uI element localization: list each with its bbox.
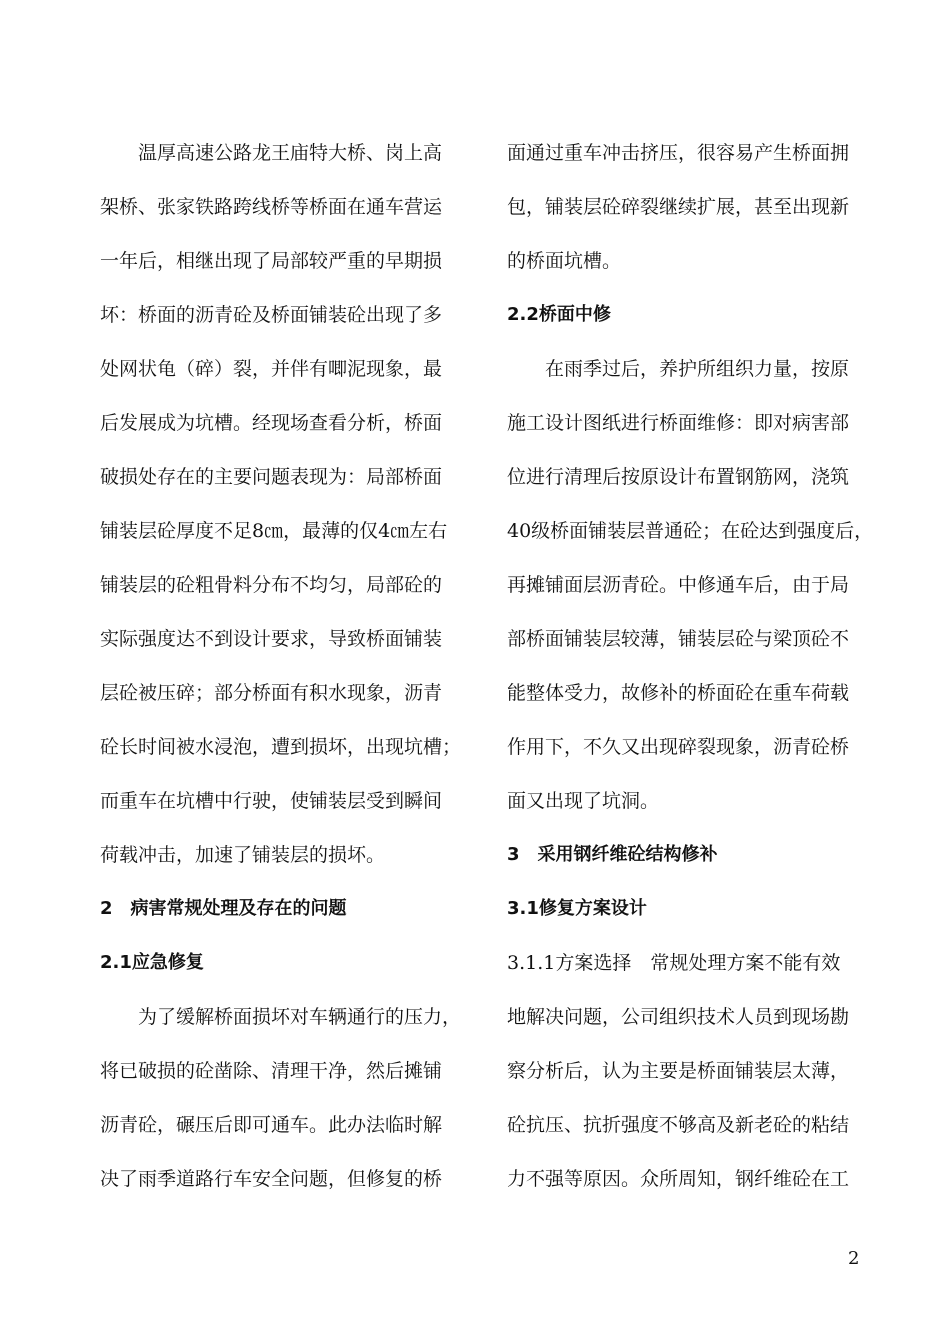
text-line: 铺装层砼厚度不足8㎝，最薄的仅4㎝左右 [100,520,448,542]
text-line: 决了雨季道路行车安全问题，但修复的桥 [100,1168,443,1190]
page-number: 2 [848,1248,860,1269]
text-line: 层砼被压碎；部分桥面有积水现象，沥青 [100,682,443,704]
text-line: 铺装层的砼粗骨料分布不均匀，局部砼的 [100,574,443,596]
text-line: 地解决问题，公司组织技术人员到现场勘 [507,1006,850,1028]
text-line: 后发展成为坑槽。经现场查看分析，桥面 [100,412,443,434]
text-line: 部桥面铺装层较薄，铺装层砼与梁顶砼不 [507,628,850,650]
text-line: 3.1.1方案选择 常规处理方案不能有效 [507,952,841,974]
text-line: 作用下，不久又出现碎裂现象，沥青砼桥 [507,736,850,758]
text-line: 而重车在坑槽中行驶，使铺装层受到瞬间 [100,790,443,812]
text-line: 处网状龟（碎）裂，并伴有唧泥现象，最 [100,358,443,380]
text-line: 40级桥面铺装层普通砼；在砼达到强度后， [507,520,874,542]
text-line: 包，铺装层砼碎裂继续扩展，甚至出现新 [507,196,850,218]
text-line: 在雨季过后，养护所组织力量，按原 [507,358,850,380]
left-column [100,134,462,1214]
section-heading: 2.1应急修复 [100,952,204,973]
text-line: 温厚高速公路龙王庙特大桥、岗上高 [100,142,443,164]
section-heading: 2.2桥面中修 [507,304,611,325]
text-line: 位进行清理后按原设计布置钢筋网，浇筑 [507,466,850,488]
text-line: 沥青砼，碾压后即可通车。此办法临时解 [100,1114,443,1136]
text-line: 荷载冲击，加速了铺装层的损坏。 [100,844,386,866]
section-heading: 3.1修复方案设计 [507,898,647,919]
text-line: 架桥、张家铁路跨线桥等桥面在通车营运 [100,196,443,218]
right-column [507,134,874,1214]
section-heading: 3 采用钢纤维砼结构修补 [507,844,718,865]
text-line: 面通过重车冲击挤压，很容易产生桥面拥 [507,142,850,164]
text-line: 能整体受力，故修补的桥面砼在重车荷载 [507,682,850,704]
text-line: 施工设计图纸进行桥面维修：即对病害部 [507,412,850,434]
text-line: 为了缓解桥面损坏对车辆通行的压力， [100,1006,462,1028]
text-line: 力不强等原因。众所周知，钢纤维砼在工 [507,1168,850,1190]
text-line: 再摊铺面层沥青砼。中修通车后，由于局 [507,574,850,596]
text-line: 坏：桥面的沥青砼及桥面铺装砼出现了多 [100,304,443,326]
section-heading: 2 病害常规处理及存在的问题 [100,898,347,919]
text-line: 将已破损的砼凿除、清理干净，然后摊铺 [100,1060,443,1082]
text-line: 砼长时间被水浸泡，遭到损坏，出现坑槽； [100,736,462,758]
text-line: 一年后，相继出现了局部较严重的早期损 [100,250,443,272]
text-line: 破损处存在的主要问题表现为：局部桥面 [100,466,443,488]
text-line: 察分析后，认为主要是桥面铺装层太薄， [507,1060,850,1082]
text-line: 的桥面坑槽。 [507,250,622,272]
text-line: 实际强度达不到设计要求，导致桥面铺装 [100,628,443,650]
text-line: 砼抗压、抗折强度不够高及新老砼的粘结 [507,1114,850,1136]
text-line: 面又出现了坑洞。 [507,790,660,812]
